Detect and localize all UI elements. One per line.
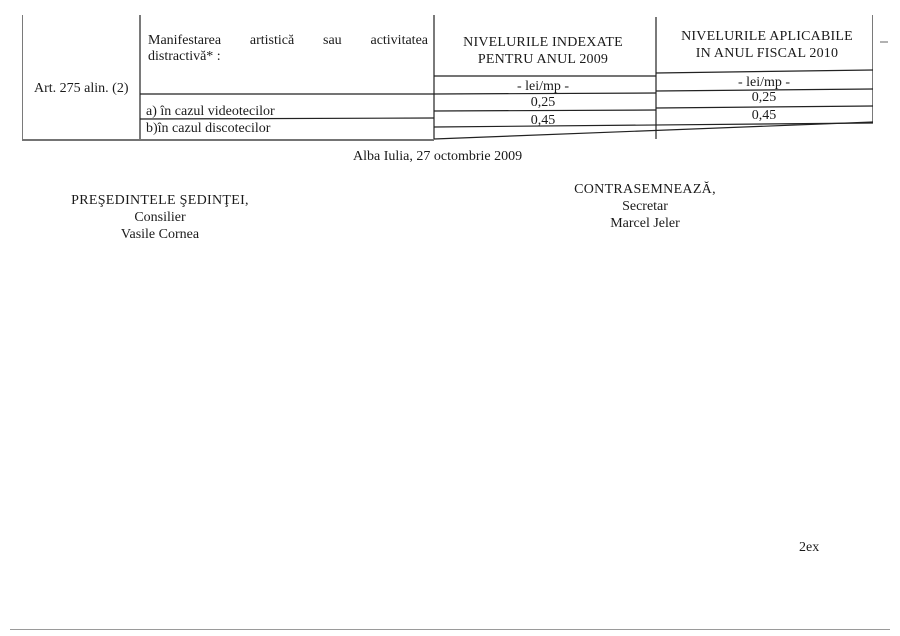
signature-name-president: Vasile Cornea bbox=[120, 227, 200, 242]
column-header-2009-line2: PENTRU ANUL 2009 bbox=[477, 52, 609, 67]
column-header-2009 bbox=[438, 34, 648, 68]
scan-mark bbox=[880, 40, 890, 44]
signature-title-president: PREŞEDINTELE ŞEDINŢEI, bbox=[71, 193, 249, 208]
unit-label-2009: - lei/mp - bbox=[516, 79, 570, 94]
signature-block-president bbox=[62, 192, 258, 243]
row-label-videoteci: a) în cazul videotecilor bbox=[146, 104, 275, 119]
column-header-2010-line2: IN ANUL FISCAL 2010 bbox=[695, 46, 839, 61]
column-header-2010-line1: NIVELURILE APLICABILE bbox=[681, 29, 853, 44]
signature-role-secretary: Secretar bbox=[622, 199, 668, 214]
page-bottom-edge bbox=[10, 629, 890, 630]
row-label-discoteci: b)în cazul discotecilor bbox=[146, 121, 271, 136]
copies-note: 2ex bbox=[799, 540, 820, 555]
place-and-date: Alba Iulia, 27 octombrie 2009 bbox=[353, 149, 523, 164]
activity-description: Manifestarea artistică sau activitatea bbox=[148, 33, 428, 48]
signature-name-secretary: Marcel Jeler bbox=[610, 216, 680, 231]
column-header-2009-line1: NIVELURILE INDEXATE bbox=[463, 35, 623, 50]
activity-description-continued: distractivă* : bbox=[148, 49, 221, 64]
tax-levels-table bbox=[22, 15, 873, 141]
value-discoteci-2010: 0,45 bbox=[751, 108, 777, 123]
signature-block-secretary bbox=[560, 181, 730, 232]
article-reference: Art. 275 alin. (2) bbox=[34, 81, 129, 96]
signature-role-president: Consilier bbox=[134, 210, 186, 225]
value-videoteci-2010: 0,25 bbox=[751, 90, 777, 105]
signature-title-secretary: CONTRASEMNEAZĂ, bbox=[574, 182, 716, 197]
value-videoteci-2009: 0,25 bbox=[530, 95, 556, 110]
value-discoteci-2009: 0,45 bbox=[530, 113, 556, 128]
column-header-2010 bbox=[662, 28, 872, 62]
unit-label-2010: - lei/mp - bbox=[737, 75, 791, 90]
